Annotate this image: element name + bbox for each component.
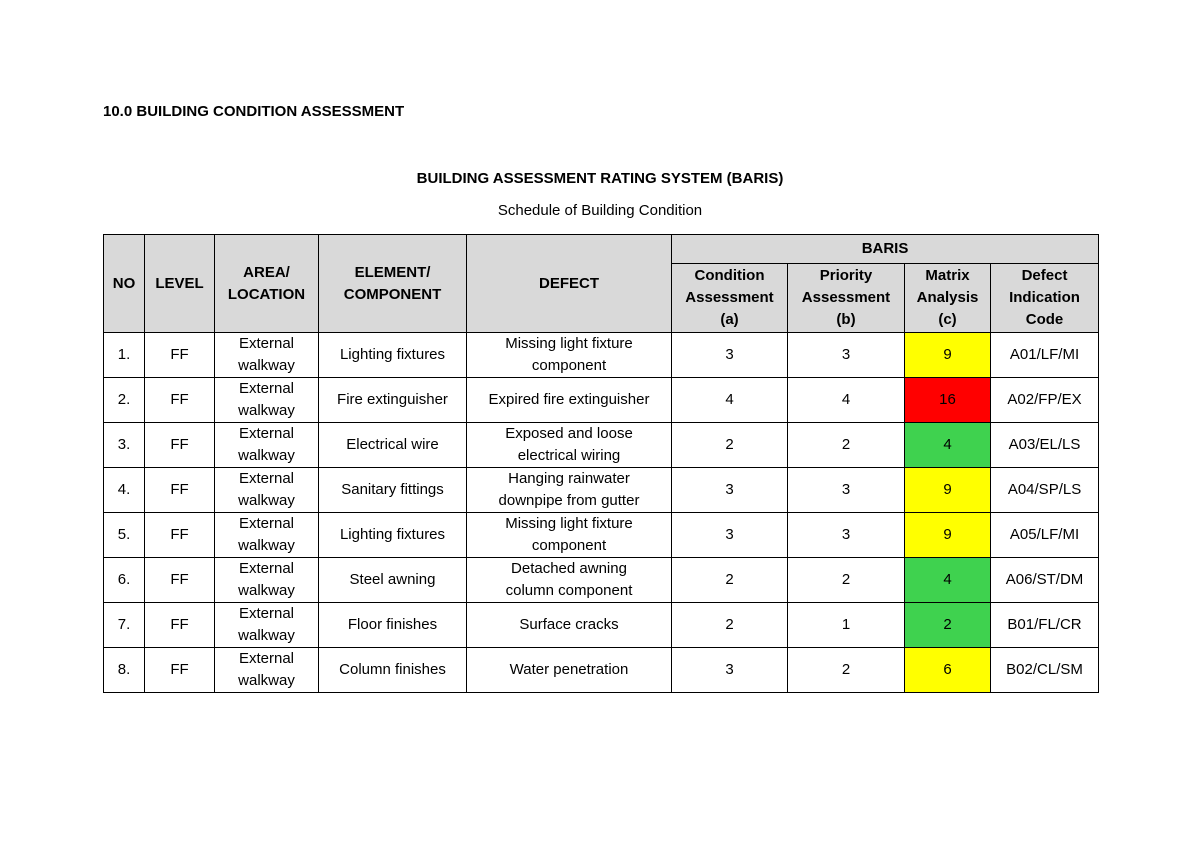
level-cell: FF [145,423,215,468]
header-defect: DEFECT [467,235,672,333]
defect-cell [467,333,672,378]
row-number-cell: 3. [104,423,145,468]
header-condition-line2: Assessment [685,289,774,306]
matrix-cell: 4 [905,423,991,468]
area-cell-line1: External [238,470,295,487]
header-matrix [905,264,991,333]
area-cell-line2: walkway [238,627,295,644]
area-cell [215,648,319,693]
level-cell: FF [145,513,215,558]
row-number-cell: 8. [104,648,145,693]
area-cell-line1: External [238,650,295,667]
condition-cell: 3 [672,648,788,693]
header-condition-line3: (a) [720,311,739,328]
header-area-line1: AREA/ [243,263,290,281]
header-area [215,235,319,333]
matrix-cell: 2 [905,603,991,648]
condition-cell: 3 [672,513,788,558]
defect-code-cell: B02/CL/SM [991,648,1099,693]
header-area-line2: LOCATION [227,285,306,303]
defect-code-cell: A05/LF/MI [991,513,1099,558]
defect-code-cell: A01/LF/MI [991,333,1099,378]
defect-cell-line1: Surface cracks [519,616,619,633]
matrix-cell: 6 [905,648,991,693]
area-cell-line1: External [238,515,295,532]
defect-cell-line1: Hanging rainwater [508,470,630,487]
header-code-line3: Code [1025,311,1064,328]
table-row [104,423,1099,468]
level-cell: FF [145,603,215,648]
table-subtitle: Schedule of Building Condition [497,202,703,219]
area-cell [215,333,319,378]
header-matrix-line1: Matrix [925,267,970,284]
priority-cell: 1 [788,603,905,648]
area-cell [215,423,319,468]
header-matrix-line3: (c) [938,311,957,328]
header-element-line2: COMPONENT [343,285,442,303]
header-priority-line3: (b) [836,311,856,328]
priority-cell: 3 [788,513,905,558]
table-row [104,468,1099,513]
table-row [104,378,1099,423]
level-cell: FF [145,333,215,378]
area-cell-line1: External [238,380,295,397]
level-cell: FF [145,378,215,423]
section-heading: 10.0 BUILDING CONDITION ASSESSMENT [103,103,405,120]
header-priority-line2: Assessment [801,289,891,306]
defect-cell [467,423,672,468]
defect-code-cell: A04/SP/LS [991,468,1099,513]
area-cell-line1: External [238,605,295,622]
defect-cell-line1: Expired fire extinguisher [488,391,650,408]
level-cell: FF [145,648,215,693]
defect-cell-line2: component [531,357,607,374]
row-number-cell: 6. [104,558,145,603]
row-number-cell: 7. [104,603,145,648]
defect-code-cell: A02/FP/EX [991,378,1099,423]
matrix-cell: 16 [905,378,991,423]
defect-cell [467,468,672,513]
header-code [991,264,1099,333]
table-title: BUILDING ASSESSMENT RATING SYSTEM (BARIS) [416,170,784,187]
matrix-cell: 9 [905,513,991,558]
element-cell: Steel awning [319,558,467,603]
defect-cell [467,603,672,648]
condition-cell: 2 [672,558,788,603]
row-number-cell: 4. [104,468,145,513]
priority-cell: 2 [788,558,905,603]
condition-cell: 3 [672,468,788,513]
element-cell: Lighting fixtures [319,333,467,378]
area-cell-line2: walkway [238,537,295,554]
header-level: LEVEL [145,235,215,333]
defect-cell [467,558,672,603]
matrix-cell: 9 [905,333,991,378]
condition-cell: 2 [672,603,788,648]
header-code-line1: Defect [1021,267,1068,284]
element-cell: Column finishes [319,648,467,693]
table-row [104,333,1099,378]
header-condition [672,264,788,333]
level-cell: FF [145,468,215,513]
area-cell-line2: walkway [238,582,295,599]
table-row [104,603,1099,648]
condition-cell: 4 [672,378,788,423]
defect-code-cell: B01/FL/CR [991,603,1099,648]
priority-cell: 4 [788,378,905,423]
header-no: NO [104,235,145,333]
header-baris: BARIS [672,235,1099,264]
element-cell: Sanitary fittings [319,468,467,513]
defect-cell [467,378,672,423]
table-row [104,513,1099,558]
header-element [319,235,467,333]
header-element-line1: ELEMENT/ [354,263,431,281]
defect-cell-line1: Exposed and loose [505,425,633,442]
area-cell-line1: External [238,425,295,442]
element-cell: Electrical wire [319,423,467,468]
defect-cell-line1: Water penetration [509,661,629,678]
condition-cell: 3 [672,333,788,378]
defect-cell-line1: Detached awning [511,560,627,577]
defect-cell-line2: column component [505,582,633,599]
priority-cell: 2 [788,423,905,468]
area-cell [215,513,319,558]
area-cell-line2: walkway [238,357,295,374]
matrix-cell: 4 [905,558,991,603]
matrix-cell: 9 [905,468,991,513]
area-cell-line2: walkway [238,402,295,419]
defect-code-cell: A03/EL/LS [991,423,1099,468]
defect-code-cell: A06/ST/DM [991,558,1099,603]
priority-cell: 2 [788,648,905,693]
table-body [104,333,1099,693]
row-number-cell: 1. [104,333,145,378]
element-cell: Lighting fixtures [319,513,467,558]
element-cell: Floor finishes [319,603,467,648]
area-cell [215,603,319,648]
row-number-cell: 2. [104,378,145,423]
element-cell: Fire extinguisher [319,378,467,423]
area-cell-line1: External [238,335,295,352]
building-condition-table [103,234,1099,693]
area-cell [215,558,319,603]
header-priority-line1: Priority [819,267,873,284]
priority-cell: 3 [788,468,905,513]
row-number-cell: 5. [104,513,145,558]
area-cell-line2: walkway [238,672,295,689]
defect-cell-line2: downpipe from gutter [498,492,640,509]
priority-cell: 3 [788,333,905,378]
area-cell [215,468,319,513]
defect-cell [467,648,672,693]
header-code-line2: Indication [1009,289,1080,306]
area-cell-line1: External [238,560,295,577]
defect-cell-line2: electrical wiring [517,447,621,464]
area-cell-line2: walkway [238,492,295,509]
area-cell [215,378,319,423]
header-condition-line1: Condition [694,267,765,284]
header-matrix-line2: Analysis [916,289,979,306]
level-cell: FF [145,558,215,603]
condition-cell: 2 [672,423,788,468]
defect-cell-line1: Missing light fixture [505,335,633,352]
header-priority [788,264,905,333]
table-row [104,648,1099,693]
defect-cell-line2: component [531,537,607,554]
defect-cell [467,513,672,558]
table-row [104,558,1099,603]
defect-cell-line1: Missing light fixture [505,515,633,532]
area-cell-line2: walkway [238,447,295,464]
